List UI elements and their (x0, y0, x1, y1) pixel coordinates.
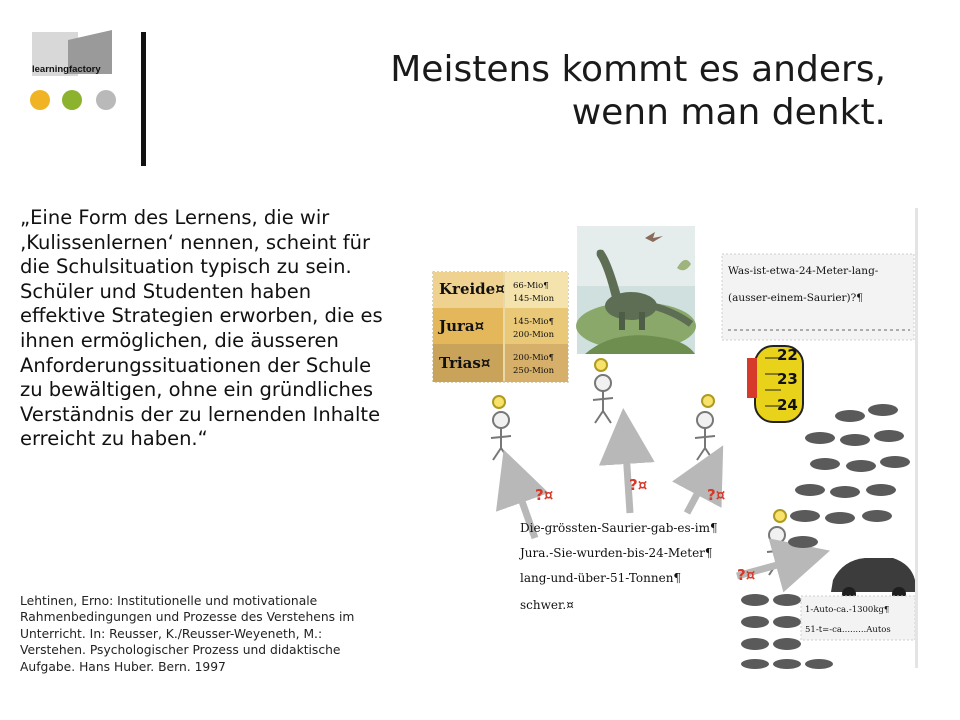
tape-number-3: 24 (777, 396, 798, 414)
page-title (390, 48, 886, 134)
logo-dot-3 (96, 90, 116, 110)
question-line-2: (ausser-einem-Saurier)?¶ (728, 292, 863, 304)
question-mark-3: ?¤ (707, 486, 726, 504)
logo-text: learningfactory (32, 64, 101, 75)
citation-text: Lehtinen, Erno: Institutionelle und motivationale Rahmenbedingungen und Prozesse des Verstehens im Unterricht. In: Reusser, K./Reusser-Weyeneth, M.: Verstehen. Psychologischer Prozess und didaktische Aufgabe. Hans Huber. Bern. 1997 (20, 594, 355, 674)
question-line-1: Was-ist-etwa-24-Meter-lang- (728, 265, 879, 277)
question-mark-2: ?¤ (629, 476, 648, 494)
period-range-2a: 145-Mio¶ (513, 317, 555, 327)
statement-line-1: Die-grössten-Saurier-gab-es-im¶ (520, 521, 718, 535)
thinking-figures (491, 359, 787, 575)
period-name-1: Kreide¤ (439, 280, 505, 298)
figure-1 (491, 396, 511, 460)
quote-text: „Eine Form des Lernens, die wir ‚Kulissenlernen‘ nennen, scheint für die Schulsituation typisch zu sein. Schüler und Studenten haben effektive Strategien erworben, die es ihnen ermöglichen, die äusseren Anforderungssituationen der Schule zu bewältigen, ohne ein gründliches Verständnis der zu lernenden Inhalte erreicht zu haben.“ (20, 206, 383, 451)
period-range-2b: 200-Mion (513, 330, 555, 340)
logo-dot-1 (30, 90, 50, 110)
geologic-period-table (433, 272, 568, 382)
period-name-2: Jura¤ (439, 317, 485, 335)
figure-edge (915, 208, 918, 668)
statement-line-3: lang-und-über-51-Tonnen¶ (520, 571, 682, 585)
title-line-1: Meistens kommt es anders, (390, 49, 886, 90)
statement-line-2: Jura.-Sie-wurden-bis-24-Meter¶ (520, 546, 713, 560)
question-mark-1: ?¤ (535, 486, 554, 504)
tape-number-1: 22 (777, 346, 798, 364)
statement-text (518, 521, 718, 612)
dinosaur-illustration (425, 208, 920, 670)
period-name-3: Trias¤ (439, 354, 491, 372)
learningfactory-logo (28, 28, 124, 118)
logo-dot-2 (62, 90, 82, 110)
measuring-tape (747, 346, 803, 422)
car-text-1: 1-Auto-ca.-1300kg¶ (805, 605, 890, 615)
dinosaur-picture (576, 226, 696, 354)
period-range-1b: 145-Mion (513, 294, 555, 304)
car-calculation-box (801, 596, 915, 640)
period-range-1a: 66-Mio¶ (513, 281, 549, 291)
statement-line-4: schwer.¤ (520, 598, 574, 612)
question-mark-4: ?¤ (737, 566, 756, 584)
tape-number-2: 23 (777, 370, 798, 388)
period-range-3b: 250-Mion (513, 366, 555, 376)
question-box (722, 254, 914, 340)
title-divider (141, 32, 146, 166)
title-line-2: wenn man denkt. (571, 92, 886, 133)
figure-3 (695, 395, 715, 460)
figure-2 (593, 359, 613, 423)
period-range-3a: 200-Mio¶ (513, 353, 555, 363)
car-text-2: 51-t=-ca.........Autos (805, 625, 891, 635)
